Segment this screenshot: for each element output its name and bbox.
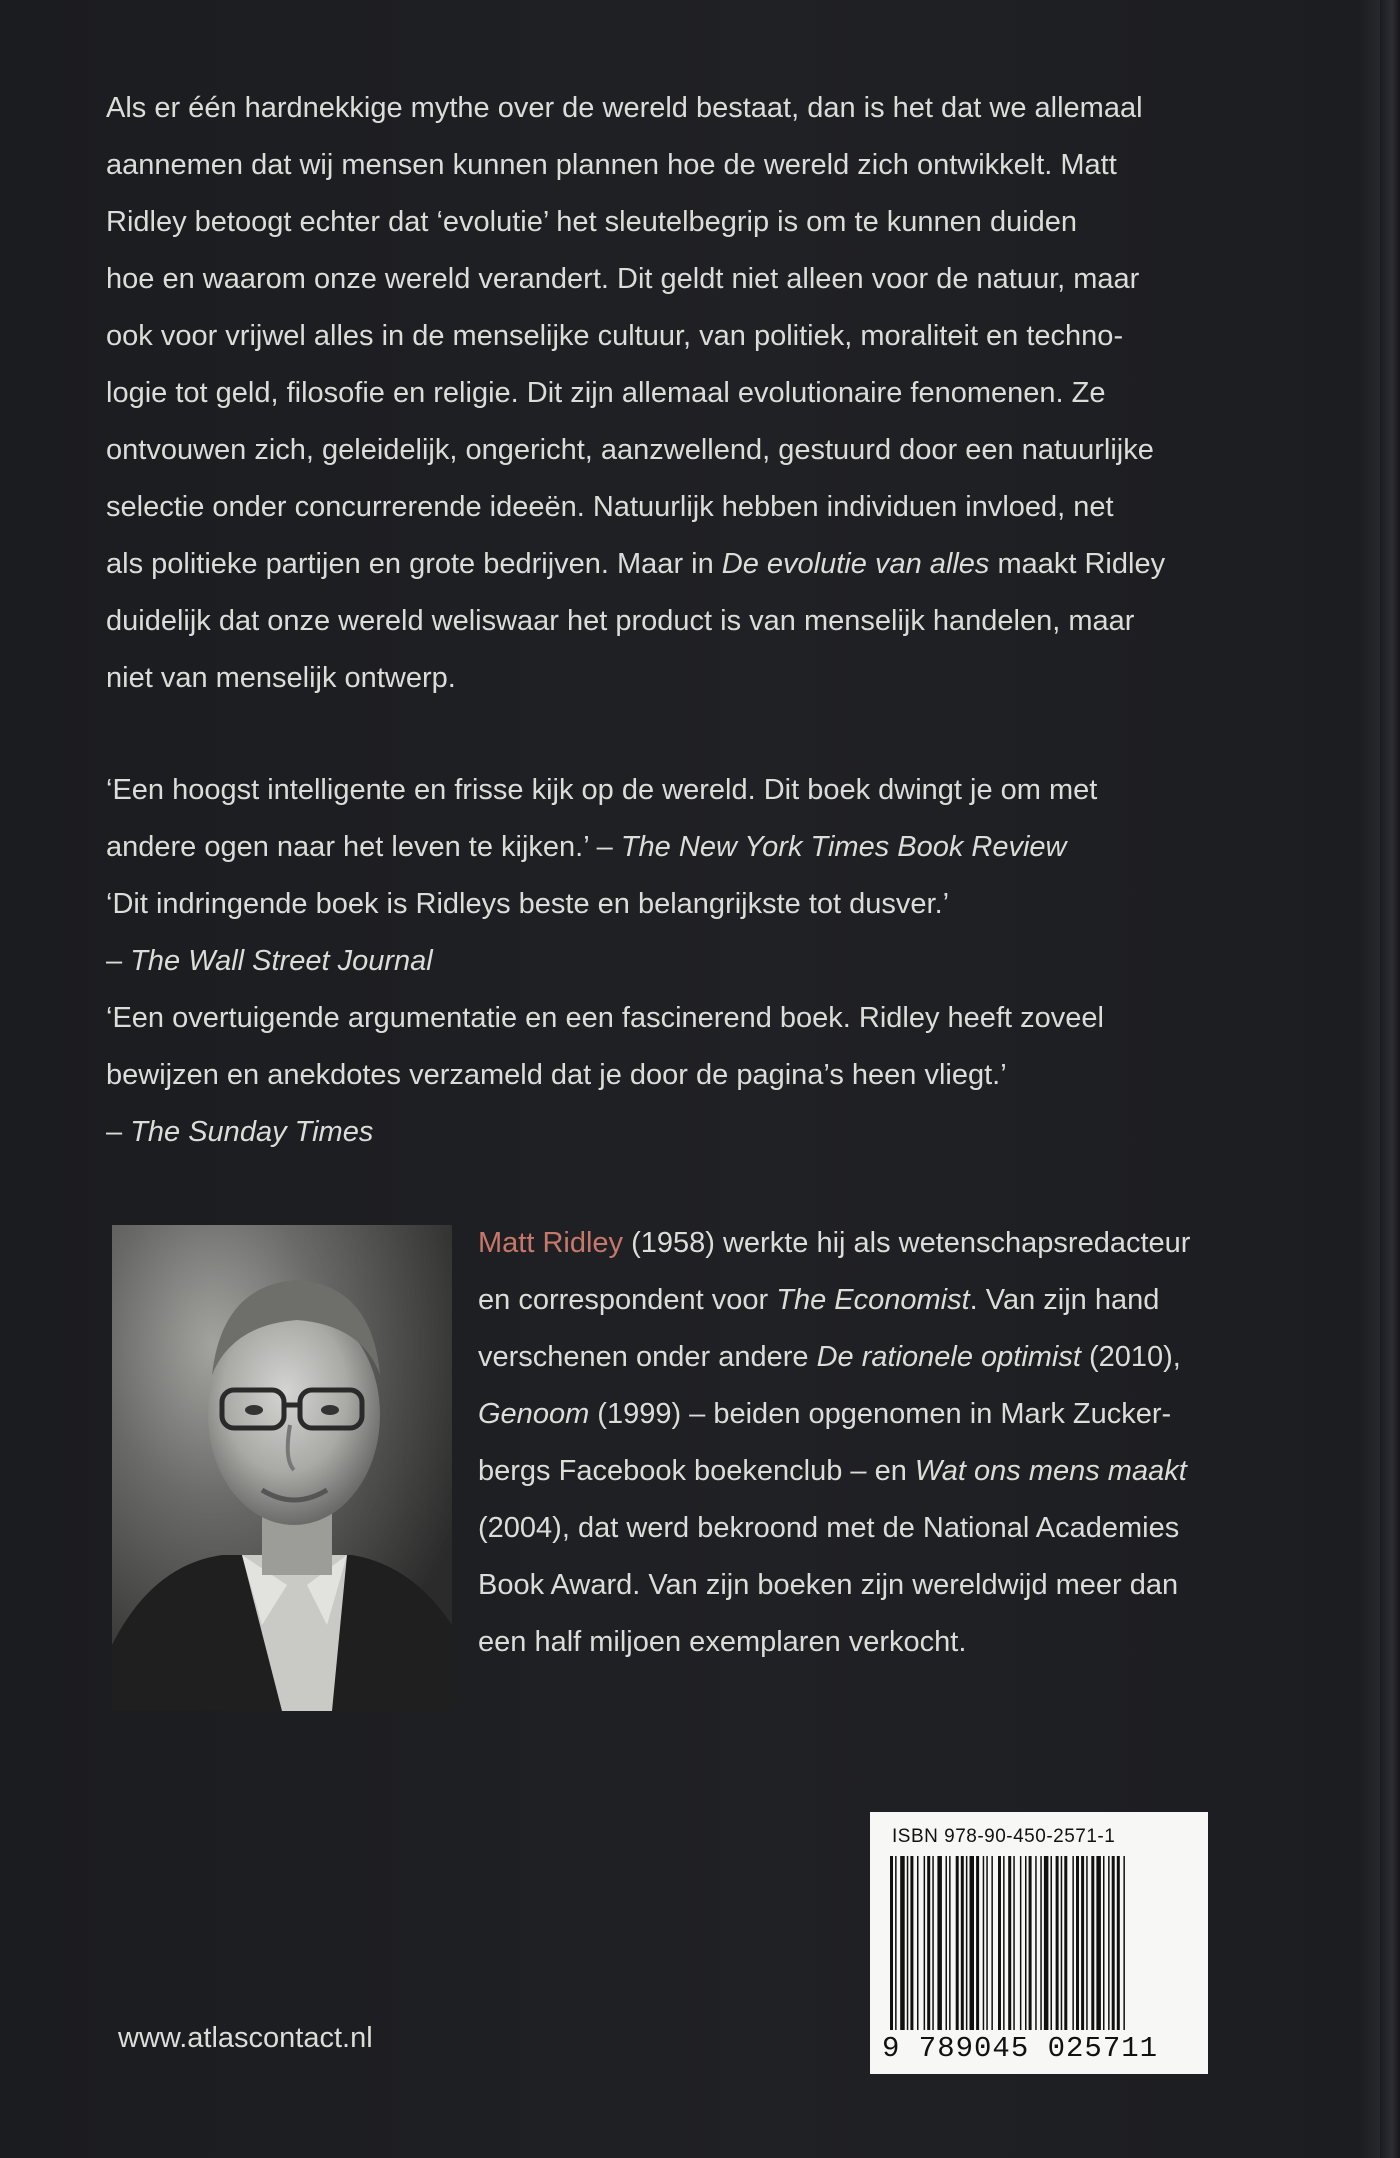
barcode-bar xyxy=(946,1856,948,2030)
barcode-bar xyxy=(937,1856,942,2030)
barcode-bar xyxy=(910,1856,913,2030)
barcode-bar xyxy=(1025,1856,1027,2030)
review-line xyxy=(106,1104,1256,1161)
barcode-bar xyxy=(966,1856,968,2030)
blurb-line: selectie onder concurrerende ideeën. Natuurlijk hebben individuen invloed, net xyxy=(106,491,1114,523)
review-line xyxy=(106,819,1256,876)
book-title: De rationele optimist xyxy=(816,1341,1081,1373)
review-line: ‘Een hoogst intelligente en frisse kijk op de wereld. Dit boek dwingt je om met xyxy=(106,774,1098,806)
barcode-bar xyxy=(900,1856,905,2030)
barcode-bar xyxy=(1061,1856,1063,2030)
blurb-line: ook voor vrijwel alles in de menselijke cultuur, van politiek, moraliteit en techno- xyxy=(106,320,1124,352)
barcode-bar xyxy=(1064,1856,1067,2030)
barcode-bar xyxy=(1103,1856,1105,2030)
publication-title: The Economist xyxy=(776,1284,970,1316)
bio-text: (1958) werkte hij als wetenschapsredacteur xyxy=(623,1227,1191,1259)
review-dash: – xyxy=(106,945,131,977)
barcode-bar xyxy=(1051,1856,1053,2030)
blurb-line: logie tot geld, filosofie en religie. Dit zijn allemaal evolutionaire fenomenen. Ze xyxy=(106,377,1106,409)
author-name: Matt Ridley xyxy=(478,1227,624,1259)
review-line: bewijzen en anekdotes verzameld dat je door de pagina’s heen vliegt.’ xyxy=(106,1059,1007,1091)
publisher-website: www.atlascontact.nl xyxy=(118,2022,373,2054)
bio-text: . Van zijn hand xyxy=(969,1284,1160,1316)
barcode-bar xyxy=(1035,1856,1037,2030)
barcode-bar xyxy=(1056,1856,1059,2030)
blurb-line: Als er één hardnekkige mythe over de wereld bestaat, dan is het dat we allemaal xyxy=(106,92,1143,124)
barcode-bar xyxy=(1108,1856,1110,2030)
blurb-line: niet van menselijk ontwerp. xyxy=(106,662,456,694)
blurb-line: duidelijk dat onze wereld weliswaar het product is van menselijk handelen, maar xyxy=(106,605,1135,637)
isbn-label: ISBN 978-90-450-2571-1 xyxy=(892,1826,1116,1847)
spine-edge xyxy=(1380,0,1400,2158)
review-dash: – xyxy=(106,1116,131,1148)
barcode-bar xyxy=(917,1856,919,2030)
barcode-bar xyxy=(998,1856,1001,2030)
barcode-bar xyxy=(1123,1856,1125,2030)
bio-text: bergs Facebook boekenclub – en xyxy=(478,1455,915,1487)
barcode-bar xyxy=(1040,1856,1042,2030)
barcode-box xyxy=(870,1812,1208,2074)
barcode-digits: 9 789045 025711 xyxy=(882,2032,1159,2065)
barcode-bar xyxy=(1013,1856,1015,2030)
author-bio xyxy=(478,1215,1238,1671)
bio-text: verschenen onder andere xyxy=(478,1341,817,1373)
barcode-bar xyxy=(1091,1856,1094,2030)
barcode-bar xyxy=(1086,1856,1088,2030)
bio-line xyxy=(478,1386,1238,1443)
barcode-bar xyxy=(1096,1856,1101,2030)
barcode-bar xyxy=(927,1856,930,2030)
barcode-bar xyxy=(1029,1856,1032,2030)
barcode-bar xyxy=(1072,1856,1074,2030)
barcode-bar xyxy=(890,1856,893,2030)
barcode-icon xyxy=(888,1856,1190,2030)
barcode-bar xyxy=(991,1856,993,2030)
barcode-bar xyxy=(970,1856,975,2030)
author-photo xyxy=(112,1225,452,1711)
barcode-bar xyxy=(983,1856,985,2030)
book-title: Genoom xyxy=(478,1398,590,1430)
bio-line: Book Award. Van zijn boeken zijn wereldwijd meer dan xyxy=(478,1569,1179,1601)
barcode-bar xyxy=(976,1856,979,2030)
review-line: ‘Dit indringende boek is Ridleys beste en belangrijkste tot dusver.’ xyxy=(106,888,950,920)
blurb-line: Ridley betoogt echter dat ‘evolutie’ het sleutelbegrip is om te kunnen duiden xyxy=(106,206,1078,238)
barcode-bar xyxy=(1112,1856,1115,2030)
blurb-paragraph xyxy=(106,80,1256,707)
barcode-bar xyxy=(1117,1856,1120,2030)
bio-line xyxy=(478,1272,1238,1329)
review-source: The New York Times Book Review xyxy=(620,831,1067,863)
bio-line xyxy=(478,1215,1238,1272)
blurb-line: ontvouwen zich, geleidelijk, ongericht, aanzwellend, gestuurd door een natuurlijke xyxy=(106,434,1154,466)
blurb-text: als politieke partijen en grote bedrijven. Maar in xyxy=(106,548,722,580)
barcode-bar xyxy=(949,1856,951,2030)
barcode-bar xyxy=(895,1856,897,2030)
review-text: andere ogen naar het leven te kijken.’ – xyxy=(106,831,621,863)
barcode-bar xyxy=(961,1856,964,2030)
barcode-bar xyxy=(1081,1856,1084,2030)
review-source: The Sunday Times xyxy=(130,1116,374,1148)
blurb-line: hoe en waarom onze wereld verandert. Dit geldt niet alleen voor de natuur, maar xyxy=(106,263,1140,295)
barcode-bar xyxy=(986,1856,988,2030)
bio-line xyxy=(478,1329,1238,1386)
barcode-bar xyxy=(1020,1856,1022,2030)
author-portrait-illustration xyxy=(112,1225,452,1711)
review-quotes xyxy=(106,762,1256,1161)
blurb-text: maakt Ridley xyxy=(989,548,1166,580)
blurb-line xyxy=(106,536,1256,593)
bio-text: (1999) – beiden opgenomen in Mark Zucker- xyxy=(589,1398,1172,1430)
barcode-bar xyxy=(1003,1856,1005,2030)
blurb-line: aannemen dat wij mensen kunnen plannen hoe de wereld zich ontwikkelt. Matt xyxy=(106,149,1117,181)
bio-text: en correspondent voor xyxy=(478,1284,777,1316)
review-line: ‘Een overtuigende argumentatie en een fascinerend boek. Ridley heeft zoveel xyxy=(106,1002,1104,1034)
book-title: Wat ons mens maakt xyxy=(914,1455,1187,1487)
bio-line: een half miljoen exemplaren verkocht. xyxy=(478,1626,967,1658)
bio-text: (2010), xyxy=(1080,1341,1181,1373)
barcode-bar xyxy=(1044,1856,1049,2030)
bio-line xyxy=(478,1443,1238,1500)
bio-line: (2004), dat werd bekroond met de National Academies xyxy=(478,1512,1180,1544)
barcode-bar xyxy=(932,1856,934,2030)
review-source: The Wall Street Journal xyxy=(130,945,433,977)
barcode-bar xyxy=(1076,1856,1079,2030)
review-line xyxy=(106,933,1256,990)
book-title: De evolutie van alles xyxy=(721,548,990,580)
barcode-bar xyxy=(907,1856,909,2030)
barcode-bar xyxy=(924,1856,926,2030)
barcode-bar xyxy=(956,1856,959,2030)
barcode-bar xyxy=(1008,1856,1011,2030)
